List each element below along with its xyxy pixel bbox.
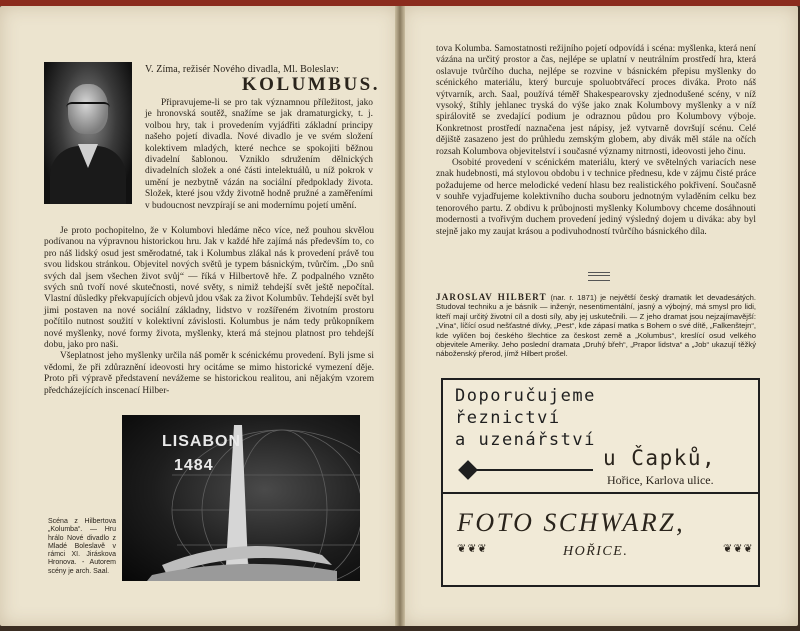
paragraph: Osobité provedení v scénickém materiálu, který ve světelných variacích nese znak hudebnosti, má stylovou obdobu i v technice přednesu, kde v zájmu čisté práce požadujeme od herce melodické vedení hlasu bez realistického pokřivení. Současně v souhře vyjadřujeme kolektivního ducha souboru jednotným vyladěním celku bez tenorového partu. Z obdivu k průbojnosti myšlenky Kolumbovy chceme dosáhnouti modernosti a tvořivým duchem provedení jediný výsledný dojem u diváka: aby byl stejně jako my zaujat krásou a podivuhodností tvůrčího básnického díla.: [436, 158, 756, 237]
article-title: KOLUMBUS.: [241, 74, 380, 95]
article-column-right: [436, 44, 756, 238]
ad-rule-line: [473, 469, 593, 471]
article-column-narrow: [145, 98, 373, 212]
stage-scene-photo: [122, 415, 360, 581]
bio-name: JAROSLAV HILBERT: [436, 292, 547, 302]
paragraph: Je proto pochopitelno, že v Kolumbovi hledáme něco více, než pouhou skvělou podívanou na výpravnou historickou hru. Jak v každé hře zajímá nás především to, co pro náš lidský osud jest směrodatné, tak i Kolumbus zlákal nás k provedení právě tou svou lidskou stránkou. Objevitel nových světů je typem básnickým, tvůrčím. „Do snů svých dal jsem všechen život svůj“ — říká v Hilbertově hře. Z podpalného vzněto svých snů tvoří nové skutečnosti, nové světy, s nimiž tehdejší svět ještě nepočítal. Vlastní důsledky překvapujících objevů jdou však za život Kolumbův. Tehdejší svět byl jimi postaven na nové sociální základny, lidstvo v rozšířeném životním prostoru počítilo nutnost soužití v kolektivní závislosti. Kolumbus je nám tedy průkopníkem nové myšlenky, nové formy života, myšlenky, která má stejnou platnost pro tehdejší dobu, jako pro naši.: [44, 226, 374, 351]
ad-butcher-line-2: řeznictví: [455, 408, 561, 428]
book-spine: [395, 6, 405, 626]
advertisement-box: [441, 378, 760, 587]
floral-ornament-icon: ❦❦❦: [457, 543, 488, 555]
ad-photo-town: HOŘICE.: [563, 544, 629, 559]
ad-separator: [443, 492, 758, 494]
bio-text: (nar. r. 1871) je největší český dramatik let devadesátých. Studoval techniku a je básník — inženýr, nesentimentální, jasný a výbojný, má smysl pro lidi, kteří mají určitý životní cíl a dosti síly, aby jej uskutečnili. — Z jeho dramat jsou nejzajímavější: „Vina“, líčící osud nešťastné dívky, „Pest“, kde zápasí matka s Bohem o své dítě, „Falkenštejn“, kde vyličen boj českého šlechtice za českost země a „Kolumbus“, kreslící osud velkého objevitele Ameriky. Jeho poslední dramata „Druhý břeh“, „Prapor lidstva“ a „Job“ ukazují těžký náboženský přerod, jímž Hilbert prošel.: [436, 293, 756, 359]
portrait-glasses: [66, 102, 110, 114]
article-byline: V. Zíma, režisér Nového divadla, Ml. Boleslav:: [145, 64, 339, 75]
stage-scene-drawing: [122, 415, 360, 581]
ad-butcher-line-3: a uzenářství: [455, 430, 596, 450]
section-divider: [588, 272, 610, 281]
paragraph: Připravujeme-li se pro tak významnou příležitost, jako je hronovská soutěž, snažíme se jak dramaturgicky, t. j. volbou hry, tak i provedením vyjádřiti základní principy našeho pojetí divadla. Nové divadlo je ve svém složení kolektivem mladých, které nechce se spokojiti běžnou divadelní šablonou. Vzniklo sdružením dělnických divadelních složek a oné části intelektuálů, u níž pokrok v umění je nezbytně vázán na sociální předpoklady života. Složek, které jsou vždy životně hodně pružné a zaměřeními v budoucnost nevzpírají se ani modernímu pojetí umění.: [145, 98, 373, 211]
author-portrait-photo: [44, 62, 132, 204]
article-column-wide: [44, 226, 374, 397]
ad-butcher-name: u Čapků,: [603, 446, 717, 470]
ad-butcher-address: Hořice, Karlova ulice.: [607, 473, 714, 487]
paragraph: Všeplatnost jeho myšlenky určila náš poměr k scénickému provedení. Byli jsme si vědomi, že při zdůraznění ideovosti hry ocitáme se mimo historické vymezení děje. Proto při výpravě představení nevážeme se historickou realitou, ani nějakým vzorem předcházejících inscenací Hilber-: [44, 351, 374, 396]
ad-photo-name: FOTO SCHWARZ,: [457, 508, 686, 537]
stage-sign-lisabon: LISABON: [162, 433, 241, 450]
photo-caption: Scéna z Hilbertova „Kolumba“. — Hru hrálo Nové divadlo z Mladé Boleslavě v rámci XI. Jiráskova Hronova. - Autorem scény je arch. Saal.: [48, 518, 116, 575]
author-bio: [436, 293, 756, 359]
paragraph: tova Kolumba. Samostatnosti režijního pojetí odpovídá i scéna: myšlenka, která není vázána na určitý prostor a čas, nejlépe se uplatní v neutrálním prostředí hra, která oslavuje tvůrčího ducha, nejlépe se rozvine v básnickém přepisu myšlenky do scénického materiálu, který burcuje spoluobtvářecí proces diváka. Proto náš výtvarník, arch. Saal, používá téměř Shakespearovsky zjednodušené scény, v níž vysoký, štíhly jehlanec tryská do výše jako znak Kolumbovy myšlenky a v níž spirálovitě se zvedající podium je odraznou půdou pro Kolumbovy výboje. Konkretnost prostředí naznačena jest nápisy, jež vytvarně dovršují scénu. Celé dějiště zasazeno jest do průhledu zemským globem, aby divák měl stále na očích rozsah Kolumbova objevitelství i současné významy nitrnosti, ideovosti jeho činu.: [436, 44, 756, 157]
stage-sign-year: 1484: [174, 457, 214, 474]
ad-butcher-line-1: Doporučujeme: [455, 386, 596, 406]
floral-ornament-icon: ❦❦❦: [723, 543, 754, 555]
